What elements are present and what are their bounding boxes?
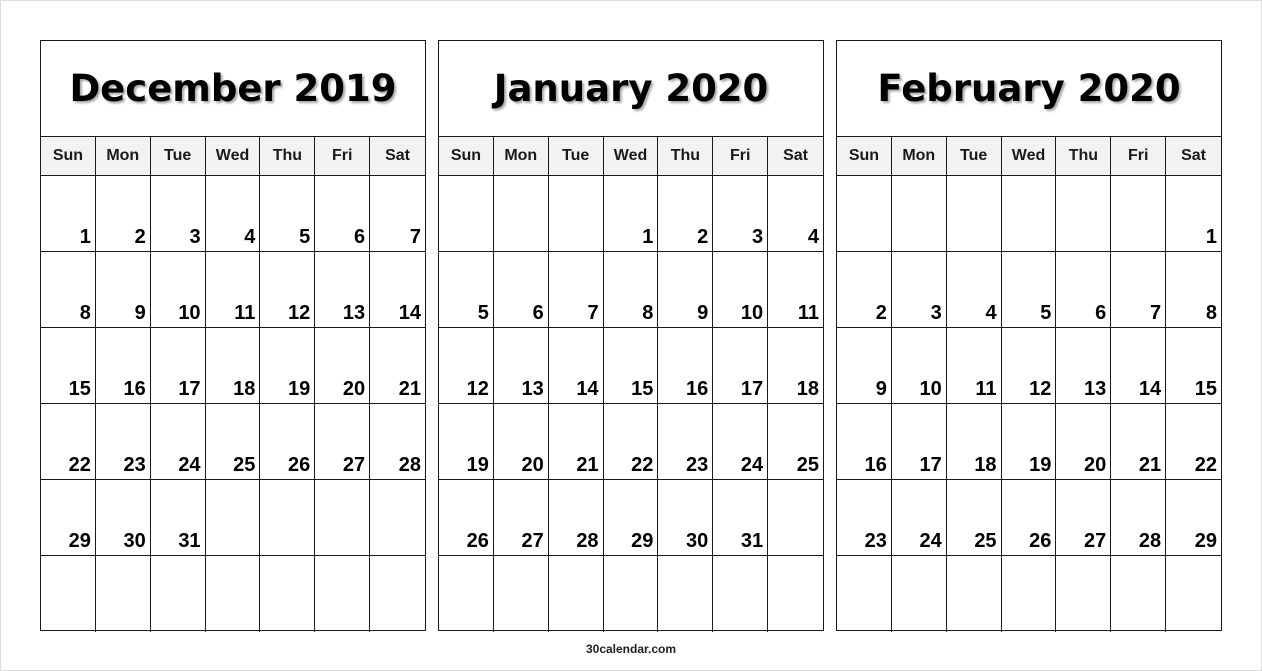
day-cell (549, 176, 604, 252)
day-number: 14 (1138, 378, 1162, 400)
day-number: 1 (1205, 226, 1217, 248)
day-cell (1166, 404, 1221, 480)
day-cell (206, 328, 261, 404)
day-cell (315, 176, 370, 252)
day-number: 22 (1194, 454, 1217, 476)
day-number: 27 (342, 454, 366, 476)
day-number: 16 (864, 454, 887, 476)
day-number: 3 (189, 226, 201, 248)
day-cell (315, 252, 370, 328)
day-cell (604, 404, 659, 480)
day-cell (713, 252, 768, 328)
day-number: 31 (178, 530, 201, 552)
day-number: 28 (1138, 530, 1162, 552)
day-number: 27 (1084, 530, 1107, 552)
day-cell (892, 328, 947, 404)
day-cell (837, 252, 892, 328)
day-number: 22 (631, 454, 654, 476)
day-number: 20 (521, 454, 544, 476)
day-number: 26 (466, 530, 489, 552)
day-cell (768, 480, 823, 556)
weekday-label: Fri (713, 137, 768, 175)
day-cell (206, 404, 261, 480)
day-cell (494, 480, 549, 556)
day-number: 25 (233, 454, 256, 476)
day-cell (768, 252, 823, 328)
day-cell (1166, 252, 1221, 328)
day-cell (1002, 480, 1057, 556)
day-cell (41, 176, 96, 252)
day-cell (947, 252, 1002, 328)
day-cell (768, 556, 823, 632)
day-number: 10 (919, 378, 942, 400)
day-cell (604, 252, 659, 328)
weekday-label: Sat (1181, 147, 1207, 164)
day-number: 2 (875, 302, 887, 324)
day-cell (151, 176, 206, 252)
day-number: 19 (466, 454, 489, 476)
day-cell (1056, 556, 1111, 632)
day-cell (370, 176, 425, 252)
day-number: 28 (398, 454, 421, 476)
weekday-label: Sun (439, 137, 494, 175)
day-number: 4 (985, 302, 997, 324)
days-grid (439, 176, 823, 632)
day-number: 5 (299, 226, 311, 248)
weekday-label: Wed (206, 137, 261, 175)
day-cell (1002, 252, 1057, 328)
day-number: 23 (123, 454, 146, 476)
day-cell (549, 404, 604, 480)
day-number: 7 (409, 226, 421, 248)
day-cell (41, 556, 96, 632)
day-cell (713, 404, 768, 480)
day-cell (1111, 328, 1166, 404)
day-cell (315, 328, 370, 404)
day-number: 28 (576, 530, 599, 552)
day-number: 10 (740, 302, 764, 324)
day-number: 21 (1138, 454, 1162, 476)
day-cell (206, 556, 261, 632)
day-number: 29 (631, 530, 654, 552)
day-cell (658, 252, 713, 328)
day-number: 5 (1040, 302, 1052, 324)
day-cell (837, 480, 892, 556)
day-cell (713, 556, 768, 632)
day-cell (604, 176, 659, 252)
day-cell (1002, 404, 1057, 480)
day-cell (1111, 252, 1166, 328)
day-number: 12 (288, 302, 311, 324)
day-cell (892, 556, 947, 632)
day-number: 18 (796, 378, 819, 400)
day-cell (1056, 328, 1111, 404)
day-number: 17 (178, 378, 201, 400)
day-number: 9 (875, 378, 887, 400)
day-number: 4 (807, 226, 819, 248)
day-cell (892, 252, 947, 328)
day-number: 21 (576, 454, 599, 476)
day-cell (260, 328, 315, 404)
day-cell (494, 252, 549, 328)
day-cell (260, 480, 315, 556)
day-number: 3 (752, 226, 764, 248)
day-number: 13 (521, 378, 544, 400)
day-cell (1056, 480, 1111, 556)
day-cell (206, 252, 261, 328)
day-number: 11 (975, 378, 997, 400)
days-grid (41, 176, 425, 632)
calendar-january-2020 (438, 40, 824, 631)
day-number: 21 (398, 378, 421, 400)
day-number: 11 (234, 302, 256, 324)
weekday-label: Fri (1111, 137, 1166, 175)
day-cell (1002, 328, 1057, 404)
day-number: 24 (178, 454, 201, 476)
day-number: 3 (930, 302, 942, 324)
day-cell (315, 404, 370, 480)
day-cell (549, 252, 604, 328)
day-cell (713, 328, 768, 404)
day-number: 9 (697, 302, 709, 324)
day-cell (1166, 328, 1221, 404)
day-number: 6 (354, 226, 366, 248)
day-cell (1002, 556, 1057, 632)
day-number: 15 (1194, 378, 1217, 400)
weekday-label: Sat (385, 147, 411, 164)
day-number: 26 (1029, 530, 1052, 552)
weekday-label: Thu (658, 137, 713, 175)
day-cell (151, 556, 206, 632)
weekday-label: Fri (315, 137, 370, 175)
day-cell (837, 176, 892, 252)
weekday-label: Mon (892, 137, 947, 175)
day-cell (151, 404, 206, 480)
day-number: 12 (1029, 378, 1052, 400)
calendar-december-2019 (40, 40, 426, 631)
day-cell (658, 404, 713, 480)
day-cell (658, 556, 713, 632)
day-cell (439, 480, 494, 556)
weekday-label: Thu (260, 137, 315, 175)
weekday-header-row (837, 137, 1221, 176)
day-number: 24 (919, 530, 942, 552)
day-number: 8 (79, 302, 91, 324)
month-title: January 2020 (439, 41, 823, 137)
day-number: 17 (740, 378, 764, 400)
day-number: 31 (740, 530, 764, 552)
month-title: February 2020 (837, 41, 1221, 137)
day-cell (892, 404, 947, 480)
day-number: 17 (919, 454, 942, 476)
day-cell (260, 176, 315, 252)
day-cell (549, 556, 604, 632)
day-number: 13 (342, 302, 366, 324)
day-cell (96, 404, 151, 480)
day-cell (1056, 404, 1111, 480)
day-number: 9 (134, 302, 146, 324)
day-number: 14 (398, 302, 421, 324)
day-cell (1111, 176, 1166, 252)
day-number: 29 (68, 530, 91, 552)
calendar-february-2020 (836, 40, 1222, 631)
day-number: 30 (686, 530, 709, 552)
day-cell (151, 480, 206, 556)
day-number: 16 (123, 378, 146, 400)
day-number: 7 (1150, 302, 1162, 324)
day-cell (947, 556, 1002, 632)
day-cell (96, 328, 151, 404)
day-cell (439, 556, 494, 632)
day-cell (947, 176, 1002, 252)
day-number: 18 (233, 378, 256, 400)
weekday-label: Wed (1002, 137, 1057, 175)
day-number: 20 (342, 378, 366, 400)
weekday-label: Tue (947, 137, 1002, 175)
day-cell (658, 176, 713, 252)
day-number: 2 (134, 226, 146, 248)
day-cell (151, 252, 206, 328)
day-cell (1166, 556, 1221, 632)
day-number: 15 (631, 378, 654, 400)
day-cell (713, 176, 768, 252)
day-number: 16 (686, 378, 709, 400)
day-cell (370, 556, 425, 632)
days-grid (837, 176, 1221, 632)
day-cell (439, 176, 494, 252)
day-cell (947, 404, 1002, 480)
weekday-header-row (41, 137, 425, 176)
day-cell (494, 176, 549, 252)
day-number: 18 (974, 454, 997, 476)
day-cell (1166, 176, 1221, 252)
day-cell (1002, 176, 1057, 252)
day-number: 5 (477, 302, 489, 324)
day-cell (1056, 252, 1111, 328)
day-cell (494, 404, 549, 480)
day-cell (1111, 480, 1166, 556)
day-cell (96, 176, 151, 252)
day-cell (370, 252, 425, 328)
day-cell (41, 252, 96, 328)
day-number: 30 (123, 530, 146, 552)
day-cell (1111, 556, 1166, 632)
day-cell (494, 556, 549, 632)
weekday-label: Tue (549, 137, 604, 175)
day-cell (658, 328, 713, 404)
day-cell (713, 480, 768, 556)
day-number: 10 (178, 302, 201, 324)
weekday-label: Tue (151, 137, 206, 175)
weekday-label: Wed (604, 137, 659, 175)
weekday-header-row (439, 137, 823, 176)
day-cell (315, 556, 370, 632)
day-number: 25 (796, 454, 819, 476)
day-cell (1166, 480, 1221, 556)
day-cell (604, 328, 659, 404)
day-cell (658, 480, 713, 556)
day-cell (206, 480, 261, 556)
day-cell (947, 480, 1002, 556)
day-number: 4 (244, 226, 256, 248)
day-cell (494, 328, 549, 404)
day-number: 14 (576, 378, 599, 400)
day-cell (370, 404, 425, 480)
day-cell (604, 556, 659, 632)
day-cell (1056, 176, 1111, 252)
day-number: 19 (288, 378, 311, 400)
day-number: 25 (974, 530, 997, 552)
site-footer: 30calendar.com (585, 642, 677, 656)
day-number: 27 (521, 530, 544, 552)
day-cell (549, 328, 604, 404)
day-number: 13 (1084, 378, 1107, 400)
day-cell (41, 328, 96, 404)
day-number: 23 (686, 454, 709, 476)
day-cell (96, 480, 151, 556)
day-cell (604, 480, 659, 556)
day-number: 8 (1205, 302, 1217, 324)
day-number: 7 (587, 302, 599, 324)
day-number: 6 (1095, 302, 1107, 324)
day-number: 1 (79, 226, 91, 248)
day-number: 20 (1084, 454, 1107, 476)
day-cell (206, 176, 261, 252)
day-number: 26 (288, 454, 311, 476)
day-cell (260, 556, 315, 632)
day-cell (837, 556, 892, 632)
day-number: 6 (532, 302, 544, 324)
day-number: 19 (1029, 454, 1052, 476)
day-number: 24 (740, 454, 764, 476)
day-cell (837, 328, 892, 404)
day-cell (96, 556, 151, 632)
day-cell (315, 480, 370, 556)
day-number: 1 (642, 226, 654, 248)
month-title: December 2019 (41, 41, 425, 137)
day-cell (151, 328, 206, 404)
day-cell (837, 404, 892, 480)
day-cell (549, 480, 604, 556)
day-number: 23 (864, 530, 887, 552)
day-cell (260, 404, 315, 480)
day-cell (768, 176, 823, 252)
day-cell (96, 252, 151, 328)
day-number: 8 (642, 302, 654, 324)
day-number: 2 (697, 226, 709, 248)
weekday-label: Thu (1056, 137, 1111, 175)
day-cell (439, 252, 494, 328)
weekday-label: Sun (837, 137, 892, 175)
day-number: 11 (797, 302, 819, 324)
day-cell (439, 404, 494, 480)
day-number: 22 (68, 454, 91, 476)
day-cell (1111, 404, 1166, 480)
day-number: 15 (68, 378, 91, 400)
day-number: 12 (466, 378, 489, 400)
day-cell (439, 328, 494, 404)
day-cell (41, 404, 96, 480)
day-cell (768, 404, 823, 480)
weekday-label: Mon (96, 137, 151, 175)
day-cell (892, 176, 947, 252)
day-number: 29 (1194, 530, 1217, 552)
day-cell (947, 328, 1002, 404)
day-cell (41, 480, 96, 556)
weekday-label: Sat (783, 147, 809, 164)
day-cell (892, 480, 947, 556)
day-cell (370, 480, 425, 556)
weekday-label: Sun (41, 137, 96, 175)
day-cell (260, 252, 315, 328)
weekday-label: Mon (494, 137, 549, 175)
day-cell (768, 328, 823, 404)
day-cell (370, 328, 425, 404)
